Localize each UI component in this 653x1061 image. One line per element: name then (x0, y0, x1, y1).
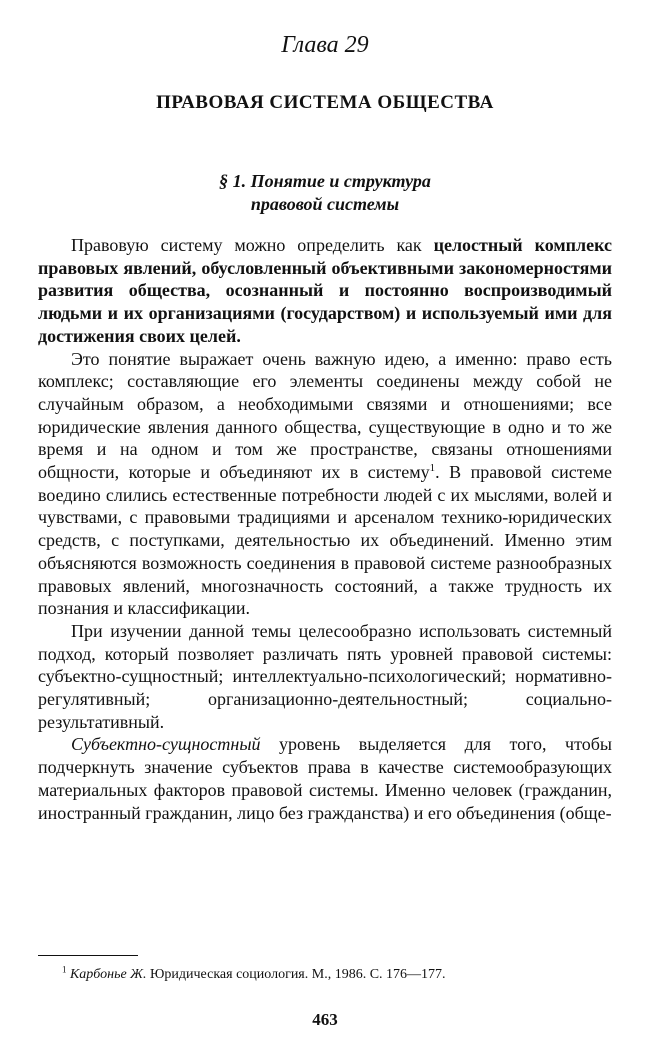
page-number: 463 (312, 1010, 338, 1029)
subject-level-term: Субъектно-сущностный (71, 734, 261, 755)
definition-bold: целостный комплекс правовых явлений, обусловленный объективными закономерностями развития общества, осознанный и постоянно воспроизводимый людьми и их организациями (государством) и используемый ими для достижения своих целей. (38, 235, 613, 346)
footnote (62, 966, 612, 984)
footnote-marker: 1 (62, 964, 67, 975)
paragraph-subject-level (38, 733, 612, 824)
paragraph-approach: При изучении данной темы целесообразно использовать системный подход, который позволяет различать пять уровней правовой системы: субъектно-сущностный; интеллектуально-психологический; нормативно-регулятивный; организационно-деятельностный; социально-результативный. (38, 620, 612, 732)
footnote-divider (38, 955, 138, 956)
section-title (38, 170, 612, 216)
footnote-author: Карбонье Ж. (70, 967, 147, 982)
paragraph-idea (38, 348, 612, 620)
idea-text-after: . В правовой системе воедино слились естественные потребности людей с их мыслями, волей и чувствами, с правовыми традициями и арсеналом технико-юридических средств, с поступками, деятельностью их объединений. Именно этим объясняются возможность соединения в правовой системе разнообразных правовых явлений, многозначность состояний, а также трудность их познания и классификации. (38, 462, 612, 619)
definition-lead: Правовую систему можно определить как (71, 235, 434, 255)
idea-text-before: Это понятие выражает очень важную идею, а именно: право есть комплекс; составляющие его элементы соединены между собой не случайным образом, а необходимыми связями и отношениями; все юридические явления данного общества, существующие в одно и то же время и на одном и том же пространстве, связаны отношениями общности, которые и объединяют их в систему (38, 348, 612, 483)
book-page (38, 0, 612, 1061)
section-title-line-1: § 1. Понятие и структура (219, 171, 431, 191)
footnote-text: Юридическая социология. М., 1986. С. 176—177. (146, 967, 446, 982)
chapter-title: Глава 29 (281, 32, 369, 58)
subject-level-text: уровень выделяется для того, чтобы подчеркнуть значение субъектов права в качестве системообразующих материальных факторов правовой системы. Именно человек (гражданин, иностранный гражданин, лицо без гражданства) и его объединения (обще- (38, 734, 612, 823)
footnote-reference: 1 (429, 462, 436, 475)
body-text (38, 234, 612, 824)
chapter-heading: ПРАВОВАЯ СИСТЕМА ОБЩЕСТВА (156, 92, 494, 113)
paragraph-definition (38, 234, 612, 348)
section-title-line-2: правовой системы (250, 194, 400, 214)
